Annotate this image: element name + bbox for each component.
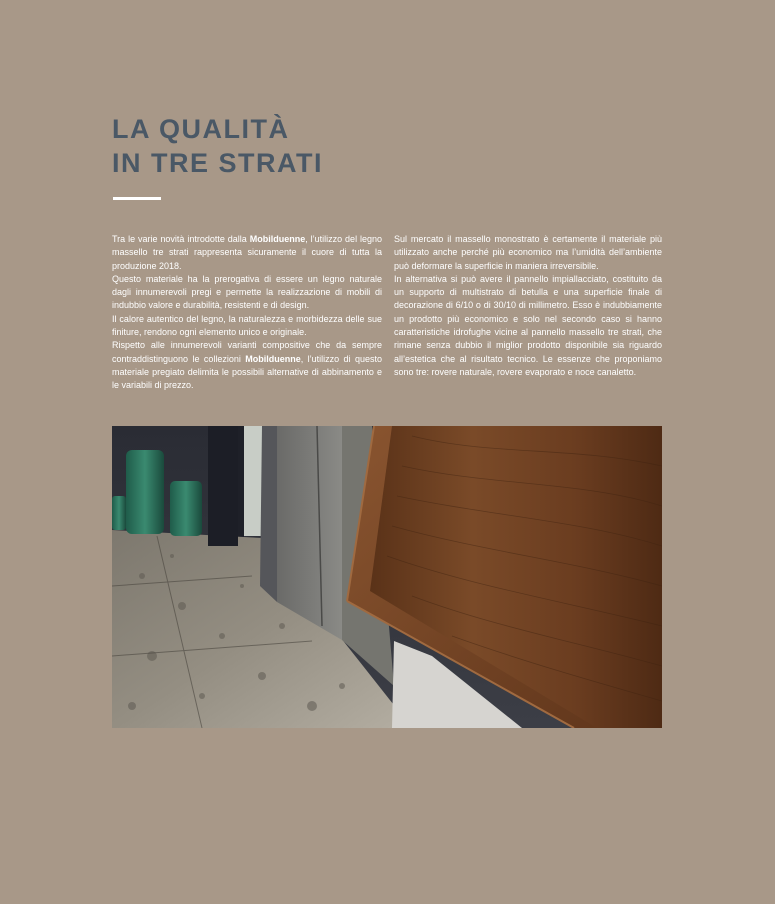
walnut-wardrobe-image bbox=[112, 426, 662, 728]
left-paragraph-4 bbox=[112, 339, 382, 392]
title-underline bbox=[113, 197, 161, 200]
furniture-photo bbox=[112, 426, 662, 728]
brand-name: Mobilduenne bbox=[249, 234, 306, 244]
text-run: , l’utilizzo di questo materiale pregiato delimita le possibili alternative di abbinamento e le variabili di prezzo. bbox=[112, 353, 382, 391]
page-title-line-1: LA QUALITÀ bbox=[112, 114, 290, 144]
left-paragraph-1 bbox=[112, 233, 382, 273]
left-paragraph-3: Il calore autentico del legno, la naturalezza e morbidezza delle sue finiture, rendono ogni elemento unico e originale. bbox=[112, 313, 382, 338]
right-paragraph-2: In alternativa si può avere il pannello impiallacciato, costituito da un supporto di multistrato di betulla e una superficie finale di decorazione di 6/10 o di 30/10 di millimetro. Esso è indubbiamente un prodotto più economico e solo nel secondo caso si hanno caratteristiche idrofughe vicine al pannello massello tre strati, che rimane senza dubbio il miglior prodotto disponibile sia riguardo all’estetica che al risultato tecnico. Le essenze che proponiamo sono tre: rovere naturale, rovere evaporato e noce canaletto. bbox=[394, 273, 662, 377]
page-title bbox=[112, 112, 323, 180]
right-paragraph-1: Sul mercato il massello monostrato è certamente il materiale più utilizzato anche perché più economico ma l’umidità dell’ambiente può deformare la superficie in maniera irreversibile. bbox=[394, 234, 662, 271]
text-run: , l’utilizzo del legno massello tre strati rappresenta sicuramente il cuore di tutta la produzione 2018. bbox=[112, 234, 382, 271]
text-run: Rispetto alle innumerevoli varianti compositive che da sempre contraddistinguono le collezioni bbox=[112, 340, 382, 364]
left-paragraph-2: Questo materiale ha la prerogativa di essere un legno naturale dagli innumerevoli pregi e permette la realizzazione di mobili di indubbio valore e durabilità, resistenti e di design. bbox=[112, 273, 382, 311]
text-run: Tra le varie novità introdotte dalla bbox=[112, 234, 250, 244]
right-text-column bbox=[394, 233, 662, 379]
left-text-column bbox=[112, 233, 382, 393]
brand-name: Mobilduenne bbox=[245, 353, 301, 364]
page-title-line-2: IN TRE STRATI bbox=[112, 148, 323, 178]
